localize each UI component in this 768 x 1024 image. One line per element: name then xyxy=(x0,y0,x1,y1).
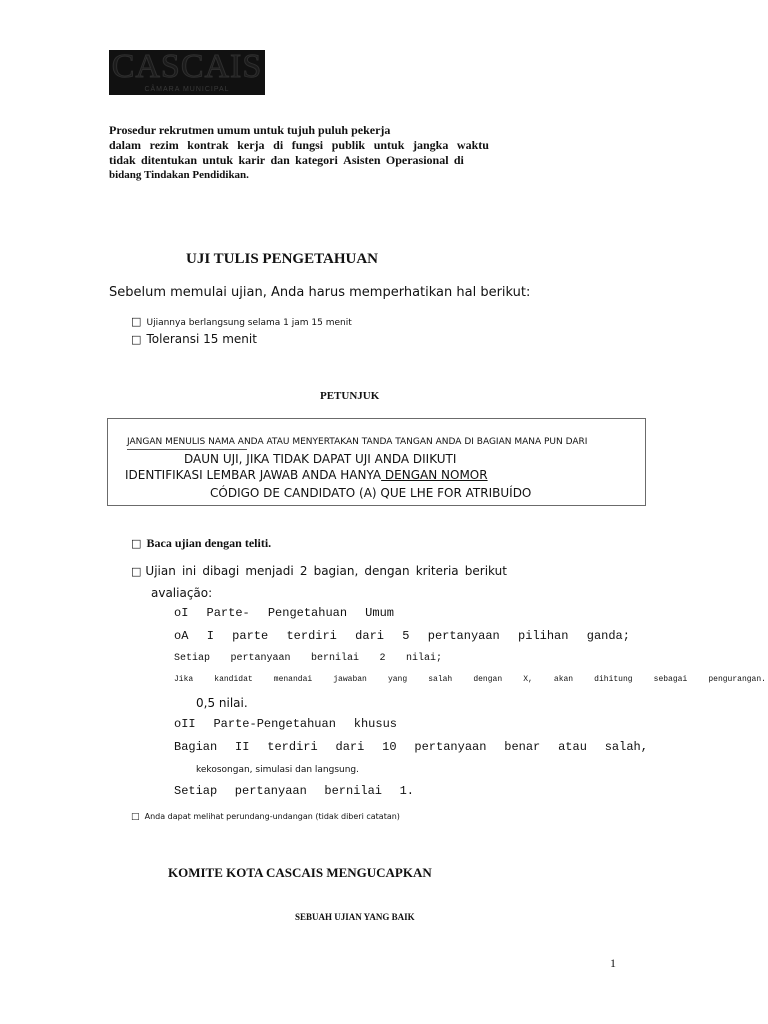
word: akan xyxy=(553,675,574,684)
word: untuk xyxy=(202,153,234,167)
parts-intro-item xyxy=(131,563,507,580)
word: yang xyxy=(387,675,408,684)
parts-intro-line-2: avaliação: xyxy=(151,586,213,600)
word: dan xyxy=(270,153,290,167)
word: Jika xyxy=(174,675,194,684)
word: menandai xyxy=(273,675,313,684)
word: Asisten xyxy=(343,153,381,167)
part1-title xyxy=(174,606,394,621)
word: kriteria xyxy=(415,564,459,578)
closing-line-2: SEBUAH UJIAN YANG BAIK xyxy=(295,912,415,922)
part1-score xyxy=(174,652,442,665)
word: di xyxy=(273,138,284,152)
word: salah, xyxy=(604,740,648,754)
word: pertanyaan xyxy=(414,740,487,754)
word: terdiri xyxy=(267,740,318,754)
word: 2 xyxy=(299,564,308,578)
word: menjadi xyxy=(245,564,294,578)
word: salah xyxy=(428,675,453,684)
word: Setiap xyxy=(174,784,218,798)
word: bagian, xyxy=(313,564,359,578)
tolerance-item xyxy=(131,330,257,348)
tolerance-text: Toleransi 15 menit xyxy=(146,332,257,346)
word: dihitung xyxy=(594,675,633,684)
word: X, xyxy=(523,675,533,684)
word: oI xyxy=(174,606,189,620)
word: dengan xyxy=(364,564,410,578)
word: 5 xyxy=(402,629,410,643)
word: tidak xyxy=(109,153,136,167)
word: Umum xyxy=(365,606,394,620)
logo-wordmark: CASCAIS xyxy=(111,50,263,85)
word: dalam xyxy=(109,138,142,152)
word: fungsi xyxy=(291,138,324,152)
word: dari xyxy=(355,629,384,643)
instructions-heading: PETUNJUK xyxy=(320,390,380,402)
word: publik xyxy=(331,138,366,152)
part1-description xyxy=(174,629,630,644)
word: ini xyxy=(181,564,197,578)
cascais-logo xyxy=(109,50,265,95)
word: 2 xyxy=(379,653,386,664)
checkbox-icon: □ xyxy=(131,565,142,578)
word: 10 xyxy=(382,740,397,754)
word: nilai; xyxy=(405,653,442,664)
page-number: 1 xyxy=(610,956,616,970)
part2-description xyxy=(174,740,648,755)
duration-item xyxy=(131,313,352,330)
closing-line-1: KOMITE KOTA CASCAIS MENGUCAPKAN xyxy=(168,865,432,880)
notice-line-3 xyxy=(125,468,488,483)
word: ganda; xyxy=(586,629,630,643)
word: dibagi xyxy=(202,564,240,578)
part2-description-line-2: kekosongan, simulasi dan langsung. xyxy=(196,765,360,775)
word: pertanyaan xyxy=(230,653,291,664)
notice-line-1: JANGAN MENULIS NAMA ANDA ATAU MENYERTAKAN TANDA TANGAN ANDA DI BAGIAN MANA PUN DARI xyxy=(127,437,588,447)
word: bernilai xyxy=(324,784,382,798)
intro-line-2 xyxy=(109,138,489,153)
word: sebagai xyxy=(653,675,688,684)
part1-penalty-value: 0,5 nilai. xyxy=(196,696,248,710)
word: parte xyxy=(232,629,269,643)
part1-penalty xyxy=(174,674,766,685)
read-carefully-item xyxy=(131,534,271,551)
word: di xyxy=(453,153,464,167)
checkbox-icon: □ xyxy=(131,537,142,550)
word: waktu xyxy=(456,138,489,152)
notice-line-4: CÓDIGO DE CANDIDATO (A) QUE LHE FOR ATRIBUÍDO xyxy=(210,486,532,500)
word: kandidat xyxy=(214,675,253,684)
word: khusus xyxy=(353,717,397,731)
word: terdiri xyxy=(286,629,337,643)
checkbox-icon: □ xyxy=(131,333,142,346)
word: bernilai xyxy=(310,653,359,664)
word: Pengetahuan xyxy=(267,606,348,620)
checkbox-icon: □ xyxy=(131,315,142,328)
section-title: UJI TULIS PENGETAHUAN xyxy=(186,251,378,267)
parts-intro-text xyxy=(145,563,507,579)
part2-title xyxy=(174,717,397,732)
notice-divider xyxy=(127,449,247,450)
notice-line-3b: DENGAN NOMOR xyxy=(381,468,488,482)
word: kontrak xyxy=(187,138,229,152)
legislation-item xyxy=(131,808,400,823)
read-carefully-text: Baca ujian dengan teliti. xyxy=(146,536,272,550)
word: II xyxy=(235,740,250,754)
word: ditentukan xyxy=(141,153,198,167)
intro-line-3 xyxy=(109,153,464,168)
word: jawaban xyxy=(333,675,367,684)
word: pilihan xyxy=(518,629,569,643)
notice-box xyxy=(107,418,646,506)
word: 1. xyxy=(399,784,414,798)
word: pengurangan. xyxy=(708,675,766,684)
duration-text: Ujiannya berlangsung selama 1 jam 15 menit xyxy=(146,318,352,328)
word: pertanyaan xyxy=(427,629,500,643)
word: dengan xyxy=(473,675,503,684)
checkbox-icon: □ xyxy=(131,812,140,822)
notice-line-3a: IDENTIFIKASI LEMBAR JAWAB ANDA HANYA xyxy=(125,468,382,482)
intro-line-4: bidang Tindakan Pendidikan. xyxy=(109,169,249,181)
word: kategori xyxy=(295,153,338,167)
word: Setiap xyxy=(174,653,211,664)
word: benar xyxy=(504,740,541,754)
word: I xyxy=(206,629,214,643)
word: dari xyxy=(335,740,365,754)
logo-subtitle: CÂMARA MUNICIPAL xyxy=(144,86,230,93)
word: berikut xyxy=(464,564,507,578)
word: Parte- xyxy=(206,606,250,620)
word: karir xyxy=(238,153,266,167)
word: Operasional xyxy=(385,153,449,167)
word: untuk xyxy=(373,138,405,152)
intro-line-1: Prosedur rekrutmen umum untuk tujuh puluh pekerja xyxy=(109,123,391,137)
word: pertanyaan xyxy=(234,784,307,798)
word: Bagian xyxy=(174,740,218,754)
pre-exam-note: Sebelum memulai ujian, Anda harus memperhatikan hal berikut: xyxy=(109,285,531,300)
word: rezim xyxy=(149,138,179,152)
word: kerja xyxy=(237,138,265,152)
word: Ujian xyxy=(145,564,176,578)
part2-score xyxy=(174,784,414,799)
word: jangka xyxy=(412,138,449,152)
word: Parte-Pengetahuan xyxy=(213,717,336,731)
word: atau xyxy=(558,740,587,754)
notice-line-2: DAUN UJI, JIKA TIDAK DAPAT UJI ANDA DIIKUTI xyxy=(184,452,457,466)
legislation-text: Anda dapat melihat perundang-undangan (tidak diberi catatan) xyxy=(144,812,400,821)
word: oII xyxy=(174,717,196,731)
word: oA xyxy=(174,629,189,643)
